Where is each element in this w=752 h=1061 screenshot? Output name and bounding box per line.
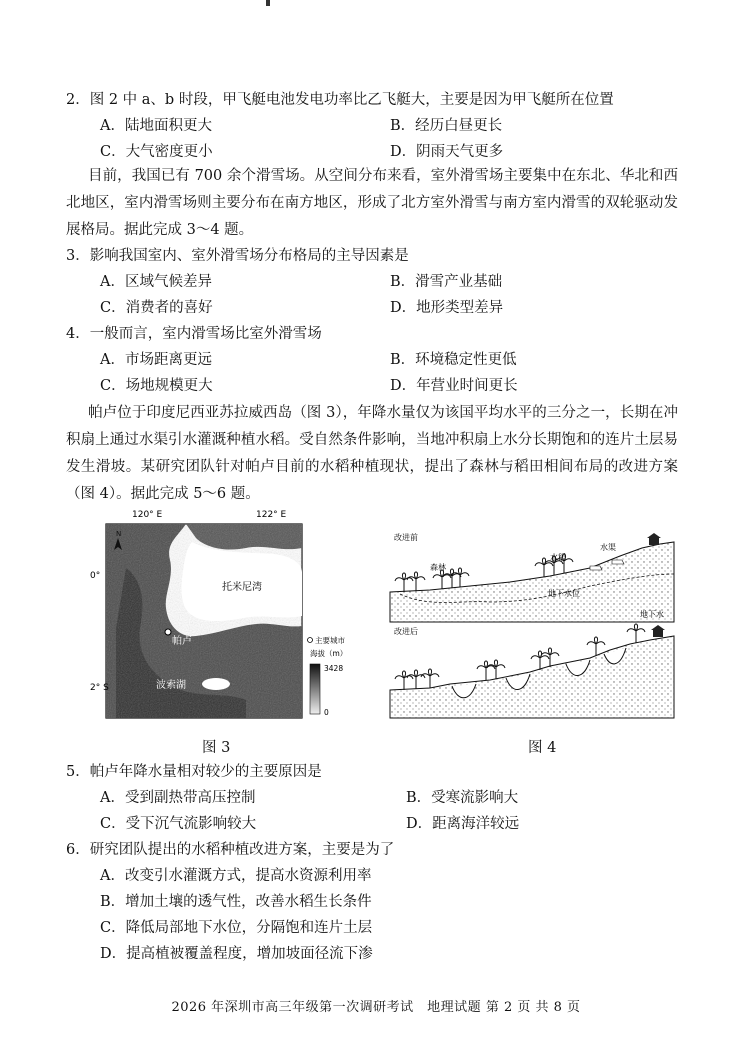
lake-label: 波索湖	[156, 680, 186, 691]
passage-palu: 帕卢位于印度尼西亚苏拉威西岛（图 3），年降水量仅为该国平均水平的三分之一，长期在冲积扇上通过水渠引水灌溉种植水稻。受自然条件影响，当地冲积扇上水分长期饱和的连片土层易发生滑坡。某研究团队针对帕卢目前的水稻种植现状，提出了森林与稻田相间布局的改进方案（图 4）。据此完成 5～6 题。	[66, 405, 678, 502]
question-4-option-d: D．年营业时间更长	[390, 378, 518, 394]
poso-lake	[202, 678, 230, 690]
section-before-label: 改进前	[394, 533, 418, 542]
canal-label: 水渠	[600, 543, 616, 552]
groundwater-level-label: 地下水位	[548, 589, 580, 598]
paddy-label: 水稻	[550, 553, 566, 562]
sea-label: 托米尼湾	[222, 582, 262, 593]
question-4-option-a: A．市场距离更远	[100, 352, 212, 368]
figure-4-caption: 图 4	[528, 740, 557, 756]
legend-elev-label: 海拔（m）	[310, 649, 348, 658]
question-6-option-a: A．改变引水灌溉方式，提高水资源利用率	[100, 868, 372, 884]
legend-elev-max: 3428	[324, 664, 344, 673]
question-5-option-c: C．受下沉气流影响较大	[100, 816, 257, 832]
question-3-option-c: C．消费者的喜好	[100, 300, 213, 316]
forest-label: 森林	[430, 563, 446, 572]
lat-label-2s: 2° S	[90, 683, 109, 693]
section-before	[390, 533, 674, 622]
question-4-option-c: C．场地规模更大	[100, 378, 213, 394]
lat-label-0: 0°	[90, 571, 101, 581]
question-2-option-b: B．经历白昼更长	[390, 118, 503, 134]
question-6-stem: 6．研究团队提出的水稻种植改进方案，主要是为了	[66, 842, 395, 858]
map-legend	[308, 635, 348, 717]
question-2-stem: 2．图 2 中 a、b 时段，甲飞艇电池发电功率比乙飞艇大，主要是因为甲飞艇所在位置	[66, 92, 614, 108]
page-footer: 2026 年深圳市高三年级第一次调研考试 地理试题 第 2 页 共 8 页	[171, 1000, 581, 1015]
legend-elev-min: 0	[324, 708, 329, 717]
question-2-option-d: D．阴雨天气更多	[390, 144, 504, 160]
scan-mark	[266, 0, 270, 6]
lon-label-120: 120° E	[132, 510, 163, 520]
passage-ski-resorts: 目前，我国已有 700 余个滑雪场。从空间分布来看，室外滑雪场主要集中在东北、华北和西北地区，室内滑雪场则主要分布在南方地区，形成了北方室外滑雪与南方室内滑雪的双轮驱动发展格局。据此完成 3～4 题。	[66, 168, 678, 238]
question-3-option-d: D．地形类型差异	[390, 300, 504, 316]
question-2-option-a: A．陆地面积更大	[100, 118, 212, 134]
figure-4-cross-sections	[390, 530, 680, 720]
question-2-option-c: C．大气密度更小	[100, 144, 213, 160]
svg-text:N: N	[116, 530, 122, 538]
question-3-stem: 3．影响我国室内、室外滑雪场分布格局的主导因素是	[66, 248, 409, 264]
question-5-option-b: B．受寒流影响大	[406, 790, 519, 806]
question-3-option-b: B．滑雪产业基础	[390, 274, 503, 290]
city-label: 帕卢	[172, 636, 192, 647]
question-5-option-d: D．距离海洋较远	[406, 816, 520, 832]
question-5-option-a: A．受到副热带高压控制	[100, 790, 256, 806]
legend-city-label: 主要城市	[315, 636, 345, 645]
section-after-label: 改进后	[394, 627, 418, 636]
question-6-option-d: D．提高植被覆盖程度，增加坡面径流下渗	[100, 946, 373, 962]
section-after	[390, 624, 674, 718]
palu-city-dot	[165, 629, 171, 635]
question-6-option-c: C．降低局部地下水位，分隔饱和连片土层	[100, 920, 373, 936]
figure-3-caption: 图 3	[202, 740, 231, 756]
question-4-option-b: B．环境稳定性更低	[390, 352, 517, 368]
lon-label-122: 122° E	[256, 510, 287, 520]
figure-3-map	[90, 508, 356, 726]
question-3-option-a: A．区域气候差异	[100, 274, 212, 290]
question-6-option-b: B．增加土壤的透气性，改善水稻生长条件	[100, 894, 372, 910]
question-5-stem: 5．帕卢年降水量相对较少的主要原因是	[66, 764, 322, 780]
question-4-stem: 4．一般而言，室内滑雪场比室外滑雪场	[66, 326, 322, 342]
groundwater-label: 地下水	[640, 610, 664, 619]
